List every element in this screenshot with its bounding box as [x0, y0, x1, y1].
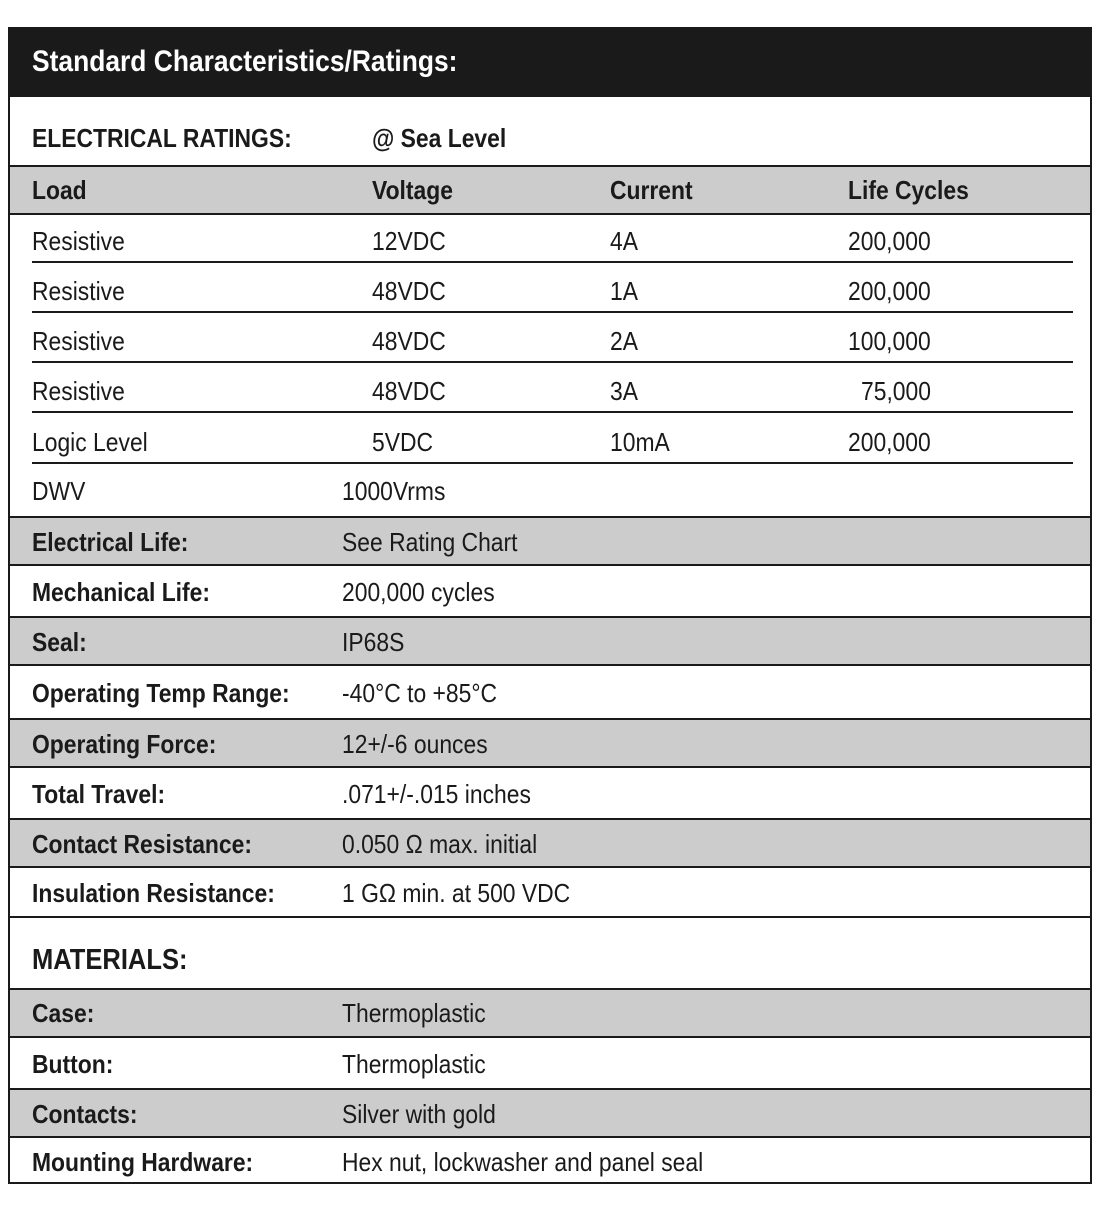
spec-value: 1 GΩ min. at 500 VDC	[342, 878, 571, 908]
voltage-cell: 12VDC	[372, 226, 446, 256]
spec-value: 0.050 Ω max. initial	[342, 829, 538, 859]
materials-heading-row	[10, 918, 1090, 988]
spec-row-insulation-resistance	[10, 868, 1090, 918]
dwv-row	[10, 464, 1090, 516]
row-divider	[32, 411, 1073, 413]
material-label: Mounting Hardware:	[32, 1147, 254, 1177]
spec-label: Operating Temp Range:	[32, 678, 290, 708]
table-row	[10, 265, 1090, 315]
material-row-mounting-hardware	[10, 1138, 1090, 1182]
spec-value: .071+/-.015 inches	[342, 779, 531, 809]
dwv-value: 1000Vrms	[342, 476, 446, 506]
spec-label: Electrical Life:	[32, 527, 189, 557]
material-value: Thermoplastic	[342, 998, 486, 1028]
material-row-contacts	[10, 1088, 1090, 1138]
current-cell: 10mA	[610, 427, 670, 457]
material-label: Contacts:	[32, 1099, 138, 1129]
spec-row-operating-temp	[10, 666, 1090, 718]
spec-value: 200,000 cycles	[342, 577, 495, 607]
current-cell: 2A	[610, 326, 638, 356]
material-label: Button:	[32, 1049, 114, 1079]
material-row-button	[10, 1038, 1090, 1088]
spec-label: Mechanical Life:	[32, 577, 211, 607]
spec-value: 12+/-6 ounces	[342, 729, 488, 759]
spec-value: -40°C to +85°C	[342, 678, 498, 708]
current-cell: 1A	[610, 276, 638, 306]
current-cell: 4A	[610, 226, 638, 256]
spec-label: Operating Force:	[32, 729, 217, 759]
sea-level-note: @ Sea Level	[372, 123, 507, 153]
spec-row-seal	[10, 616, 1090, 666]
spec-value: See Rating Chart	[342, 527, 518, 557]
life-cycles-cell: 200,000	[848, 226, 931, 256]
material-value: Thermoplastic	[342, 1049, 486, 1079]
table-row	[10, 415, 1090, 465]
column-life-cycles: Life Cycles	[848, 175, 969, 205]
spec-row-operating-force	[10, 718, 1090, 768]
page-title: Standard Characteristics/Ratings:	[32, 45, 458, 78]
material-row-case	[10, 988, 1090, 1038]
material-label: Case:	[32, 998, 95, 1028]
spec-row-contact-resistance	[10, 818, 1090, 868]
spec-row-mechanical-life	[10, 566, 1090, 616]
column-current: Current	[610, 175, 693, 205]
ratings-sheet	[8, 27, 1092, 1184]
row-divider	[32, 261, 1073, 263]
title-bar	[10, 29, 1090, 97]
spec-value: IP68S	[342, 627, 405, 657]
material-value: Hex nut, lockwasher and panel seal	[342, 1147, 704, 1177]
spec-row-electrical-life	[10, 516, 1090, 566]
voltage-cell: 48VDC	[372, 376, 446, 406]
life-cycles-cell: 100,000	[848, 326, 931, 356]
life-cycles-cell: 200,000	[848, 276, 931, 306]
load-cell: Resistive	[32, 376, 125, 406]
table-row	[10, 215, 1090, 265]
row-divider	[32, 311, 1073, 313]
spec-label: Contact Resistance:	[32, 829, 252, 859]
table-row	[10, 315, 1090, 365]
spec-label: Insulation Resistance:	[32, 878, 275, 908]
load-cell: Resistive	[32, 326, 125, 356]
load-cell: Logic Level	[32, 427, 148, 457]
spec-label: Seal:	[32, 627, 87, 657]
materials-heading: MATERIALS:	[32, 944, 188, 976]
life-cycles-cell: 200,000	[848, 427, 931, 457]
spec-row-total-travel	[10, 768, 1090, 818]
load-cell: Resistive	[32, 276, 125, 306]
electrical-heading: ELECTRICAL RATINGS:	[32, 123, 292, 153]
ratings-column-header	[10, 165, 1090, 215]
voltage-cell: 48VDC	[372, 326, 446, 356]
row-divider	[32, 361, 1073, 363]
voltage-cell: 48VDC	[372, 276, 446, 306]
column-load: Load	[32, 175, 87, 205]
spec-label: Total Travel:	[32, 779, 166, 809]
electrical-heading-row	[10, 97, 1090, 165]
material-value: Silver with gold	[342, 1099, 496, 1129]
load-cell: Resistive	[32, 226, 125, 256]
dwv-label: DWV	[32, 476, 86, 506]
column-voltage: Voltage	[372, 175, 453, 205]
voltage-cell: 5VDC	[372, 427, 434, 457]
table-row	[10, 365, 1090, 415]
current-cell: 3A	[610, 376, 638, 406]
life-cycles-cell: 75,000	[861, 376, 931, 406]
